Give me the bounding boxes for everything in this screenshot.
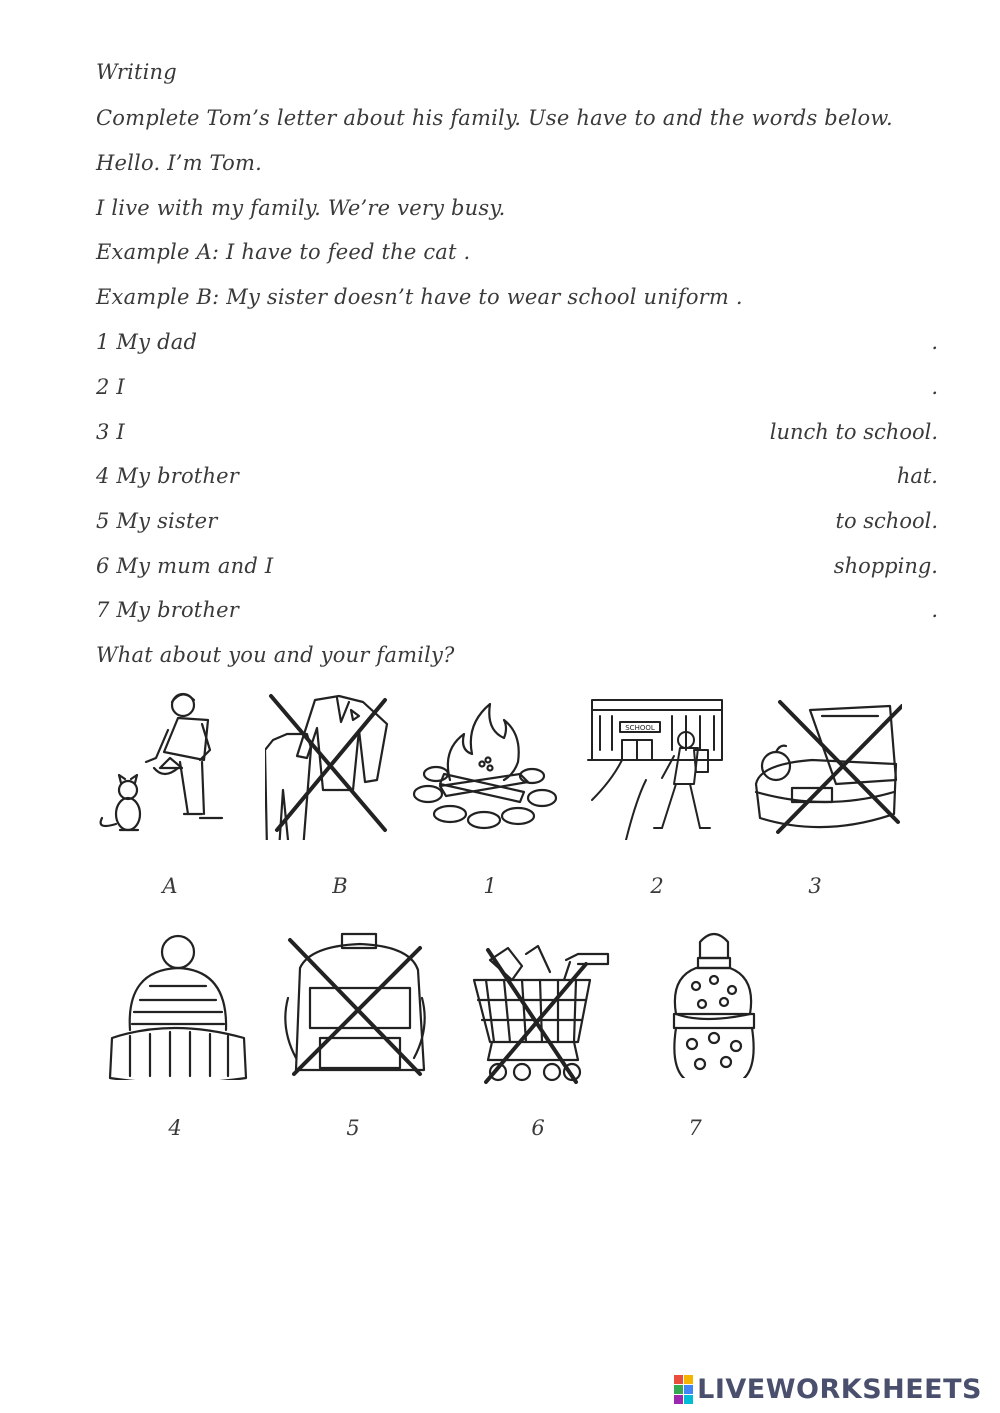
- school-sign: SCHOOL: [625, 724, 655, 732]
- picture-label-4: 4: [168, 1116, 182, 1140]
- picture-label-6: 6: [531, 1116, 545, 1140]
- item-6-right: shopping.: [833, 554, 938, 578]
- example-a: Example A: I have to feed the cat .: [96, 240, 471, 264]
- campfire-icon: [410, 690, 560, 840]
- item-1-right: .: [931, 330, 938, 354]
- water-bottle-icon: [640, 928, 790, 1078]
- item-2-right: .: [931, 375, 938, 399]
- brand-squares-icon: [674, 1375, 693, 1404]
- picture-label-5: 5: [346, 1116, 360, 1140]
- instruction: Complete Tom’s letter about his family. Use have to and the words below.: [96, 106, 893, 130]
- item-4-left: 4 My brother: [96, 464, 240, 488]
- item-4-right: hat.: [896, 464, 938, 488]
- picture-label-a: A: [162, 874, 178, 898]
- item-3-right: lunch to school.: [769, 420, 938, 444]
- walking-to-school-icon: [586, 690, 736, 840]
- example-b: Example B: My sister doesn’t have to wear school uniform .: [96, 285, 743, 309]
- picture-label-1: 1: [483, 874, 497, 898]
- picture-label-7: 7: [688, 1116, 702, 1140]
- item-3-left: 3 I: [96, 420, 125, 444]
- school-uniform-crossed-icon: [265, 690, 415, 840]
- lunchbox-crossed-icon: [752, 692, 902, 842]
- question: What about you and your family?: [96, 643, 455, 667]
- feeding-cat-icon: [98, 690, 248, 840]
- heading: Writing: [96, 60, 177, 84]
- wool-hat-icon: [100, 930, 250, 1080]
- intro: I live with my family. We’re very busy.: [96, 196, 506, 220]
- shopping-trolley-crossed-icon: [466, 940, 616, 1090]
- liveworksheets-logo[interactable]: [674, 1374, 982, 1405]
- greeting: Hello. I’m Tom.: [96, 151, 262, 175]
- item-2-left: 2 I: [96, 375, 125, 399]
- picture-label-3: 3: [808, 874, 822, 898]
- picture-label-b: B: [332, 874, 348, 898]
- item-7-right: .: [931, 598, 938, 622]
- item-5-right: to school.: [835, 509, 938, 533]
- backpack-crossed-icon: [280, 928, 430, 1078]
- item-5-left: 5 My sister: [96, 509, 218, 533]
- item-7-left: 7 My brother: [96, 598, 240, 622]
- picture-label-2: 2: [650, 874, 664, 898]
- item-6-left: 6 My mum and I: [96, 554, 274, 578]
- brand-name: LIVEWORKSHEETS: [697, 1374, 982, 1405]
- item-1-left: 1 My dad: [96, 330, 198, 354]
